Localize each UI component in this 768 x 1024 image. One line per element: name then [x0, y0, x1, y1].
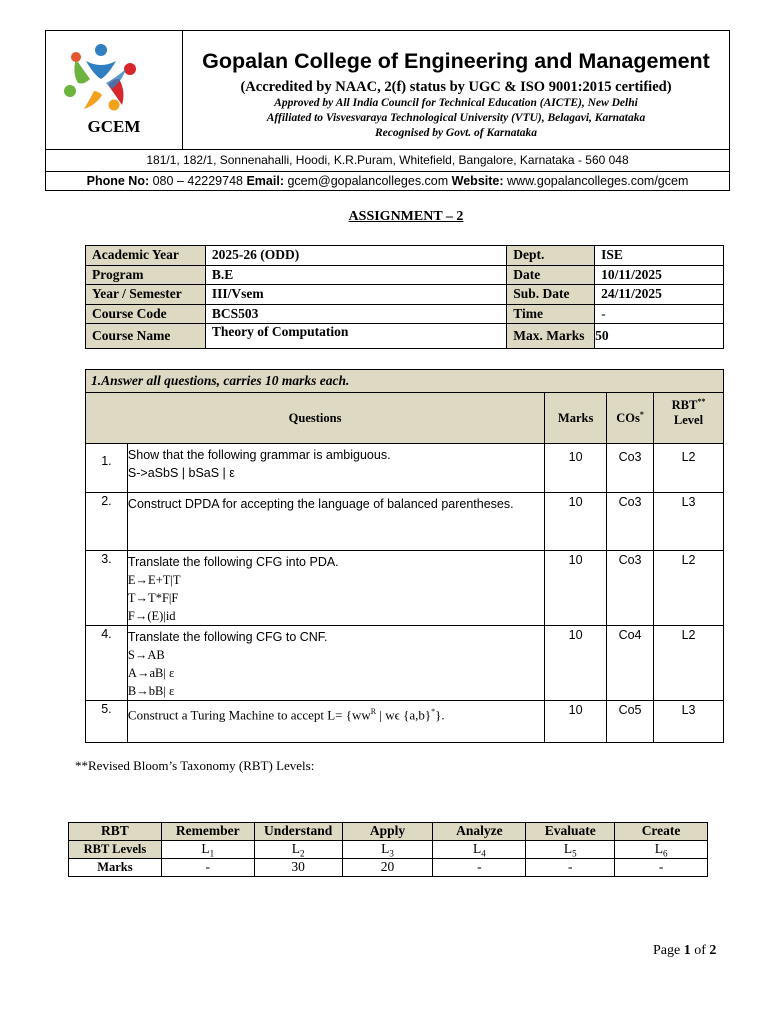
rbt-level-sub: 6 [662, 848, 668, 859]
date-label: Date [507, 265, 595, 285]
question-line: F→(E)|id [127, 609, 176, 623]
question-sup: R [370, 707, 377, 716]
rbt-marks-label: Marks [69, 859, 162, 877]
rbt-level-letter: L [201, 840, 210, 856]
rbt-level-letter: L [291, 840, 301, 856]
contact-line [46, 171, 729, 191]
date-value: 10/11/2025 [595, 265, 724, 285]
rbt-level-cell [254, 840, 342, 859]
email-label: Email: [246, 174, 284, 188]
course-name-label: Course Name [86, 324, 206, 349]
rbt-level-sub: 5 [572, 848, 577, 859]
rbt-level-sub: 4 [481, 848, 486, 859]
question-row [86, 551, 724, 626]
question-line: Construct a Turing Machine to accept L= {ww [127, 707, 371, 723]
rbt-header-cell: Understand [254, 823, 342, 841]
affiliation-line: Affiliated to Visvesvaraya Technological University (VTU), Belagavi, Karnataka [266, 112, 646, 124]
rbt-levels-row [69, 840, 708, 859]
address-line: 181/1, 182/1, Sonnenahalli, Hoodi, K.R.Puram, Whitefield, Bangalore, Karnataka - 560 048 [46, 149, 729, 172]
page-total: 2 [709, 943, 717, 958]
rbt-marks-cell: 30 [254, 859, 342, 877]
rbt-level-sub: 1 [209, 848, 215, 859]
rbt-note: **Revised Bloom’s Taxonomy (RBT) Levels: [75, 758, 315, 773]
rbt-marks-row [69, 859, 708, 877]
rbt-level-cell [526, 840, 615, 859]
phone-value: 080 – 42229748 [152, 174, 243, 188]
instruction-row: 1.Answer all questions, carries 10 marks each. [86, 370, 724, 393]
college-name: Gopalan College of Engineering and Management [202, 49, 710, 73]
question-co: Co3 [607, 493, 654, 551]
rbt-marks-cell: 20 [342, 859, 433, 877]
question-line: B→bB| ε [127, 684, 175, 698]
question-rbt: L2 [654, 551, 724, 626]
page-word: Page [653, 943, 681, 958]
question-line: Translate the following CFG into PDA. [127, 555, 339, 569]
course-name-value: Theory of Computation [205, 324, 506, 349]
question-text [127, 493, 544, 551]
question-line: T→T*F|F [127, 591, 179, 605]
recognition-line: Recognised by Govt. of Karnataka [375, 127, 537, 139]
rbt-level-header [654, 393, 724, 444]
question-text [127, 701, 544, 743]
question-co: Co3 [607, 444, 654, 493]
logo-cell [46, 31, 183, 149]
rbt-header-cell: Analyze [433, 823, 526, 841]
of-word: of [694, 943, 706, 958]
rbt-level-cell [342, 840, 433, 859]
course-info-table [85, 245, 724, 349]
question-line: Construct DPDA for accepting the language of balanced parentheses. [127, 497, 514, 511]
question-line: }. [435, 707, 445, 723]
question-row [86, 701, 724, 743]
rbt-level-sub: 3 [389, 848, 394, 859]
question-line: E→E+T|T [127, 573, 181, 587]
accreditation-line: (Accredited by NAAC, 2(f) status by UGC & ISO 9001:2015 certified) [240, 79, 672, 95]
cos-header [607, 393, 654, 444]
website-value: www.gopalancolleges.com/gcem [507, 174, 689, 188]
email-value: gcem@gopalancolleges.com [287, 174, 449, 188]
questions-table [85, 369, 724, 743]
rbt-level-letter: L [381, 840, 390, 856]
page-number [653, 943, 716, 959]
question-row [86, 493, 724, 551]
rbt-level-letter: L [654, 840, 663, 856]
question-number: 3. [86, 551, 128, 626]
academic-year-label: Academic Year [86, 246, 206, 266]
time-label: Time [507, 304, 595, 324]
question-co: Co5 [607, 701, 654, 743]
question-marks: 10 [545, 701, 607, 743]
questions-header: Questions [86, 393, 545, 444]
rbt-header-cell: Apply [342, 823, 433, 841]
logo-text: GCEM [87, 117, 141, 136]
phone-label: Phone No: [86, 174, 150, 188]
cos-header-text: COs [616, 411, 640, 426]
rbt-marks-cell: - [615, 859, 708, 877]
program-label: Program [86, 265, 206, 285]
question-marks: 10 [545, 444, 607, 493]
question-marks: 10 [545, 493, 607, 551]
rbt-header-cell: Remember [161, 823, 254, 841]
question-rbt: L2 [654, 444, 724, 493]
question-rbt: L3 [654, 493, 724, 551]
program-value: B.E [205, 265, 506, 285]
question-number: 5. [86, 701, 128, 743]
rbt-level-letter: L [472, 840, 482, 856]
rbt-header-sup: ** [697, 397, 706, 406]
academic-year-value: 2025-26 (ODD) [205, 246, 506, 266]
rbt-level-cell [433, 840, 526, 859]
question-line: Translate the following CFG to CNF. [127, 630, 328, 644]
max-marks-label: Max. Marks [507, 324, 595, 349]
level-header-text: Level [673, 413, 704, 428]
rbt-header-cell: Evaluate [526, 823, 615, 841]
rbt-levels-label: RBT Levels [69, 840, 162, 859]
rbt-header-cell: RBT [69, 823, 162, 841]
question-co: Co4 [607, 626, 654, 701]
dept-value: ISE [595, 246, 724, 266]
question-marks: 10 [545, 626, 607, 701]
rbt-level-sub: 2 [300, 848, 305, 859]
question-line: S→AB [127, 648, 165, 662]
assignment-title: ASSIGNMENT – 2 [348, 209, 464, 224]
max-marks-value: 50 [595, 324, 724, 349]
question-text [127, 444, 544, 493]
question-line: S->aSbS | bSaS | ε [127, 466, 235, 480]
rbt-level-cell [161, 840, 254, 859]
marks-header: Marks [545, 393, 607, 444]
course-code-label: Course Code [86, 304, 206, 324]
course-code-value: BCS503 [205, 304, 506, 324]
college-header [45, 30, 730, 191]
college-logo-icon [56, 39, 146, 117]
question-sup: * [431, 707, 436, 716]
year-semester-label: Year / Semester [86, 285, 206, 305]
time-value: - [595, 304, 724, 324]
question-rbt: L2 [654, 626, 724, 701]
rbt-marks-cell: - [526, 859, 615, 877]
cos-header-sup: * [639, 409, 644, 419]
sub-date-label: Sub. Date [507, 285, 595, 305]
sub-date-value: 24/11/2025 [595, 285, 724, 305]
rbt-header-cell: Create [615, 823, 708, 841]
rbt-marks-cell: - [161, 859, 254, 877]
question-co: Co3 [607, 551, 654, 626]
question-row [86, 626, 724, 701]
question-line: A→aB| ε [127, 666, 175, 680]
rbt-table [68, 822, 708, 877]
question-line: | wϵ {a,b} [376, 707, 432, 723]
website-label: Website: [451, 174, 504, 188]
question-number: 1. [86, 444, 128, 493]
question-number: 2. [86, 493, 128, 551]
question-marks: 10 [545, 551, 607, 626]
rbt-level-letter: L [563, 840, 573, 856]
year-semester-value: III/Vsem [205, 285, 506, 305]
dept-label: Dept. [507, 246, 595, 266]
page-current: 1 [683, 943, 691, 958]
approval-line: Approved by All India Council for Technical Education (AICTE), New Delhi [274, 97, 638, 109]
rbt-marks-cell: - [433, 859, 526, 877]
question-rbt: L3 [654, 701, 724, 743]
rbt-level-cell [615, 840, 708, 859]
question-line: Show that the following grammar is ambiguous. [127, 448, 391, 462]
question-row [86, 444, 724, 493]
question-number: 4. [86, 626, 128, 701]
rbt-header-row [69, 823, 708, 841]
rbt-header-text: RBT [671, 398, 698, 413]
question-text [127, 626, 544, 701]
question-text [127, 551, 544, 626]
